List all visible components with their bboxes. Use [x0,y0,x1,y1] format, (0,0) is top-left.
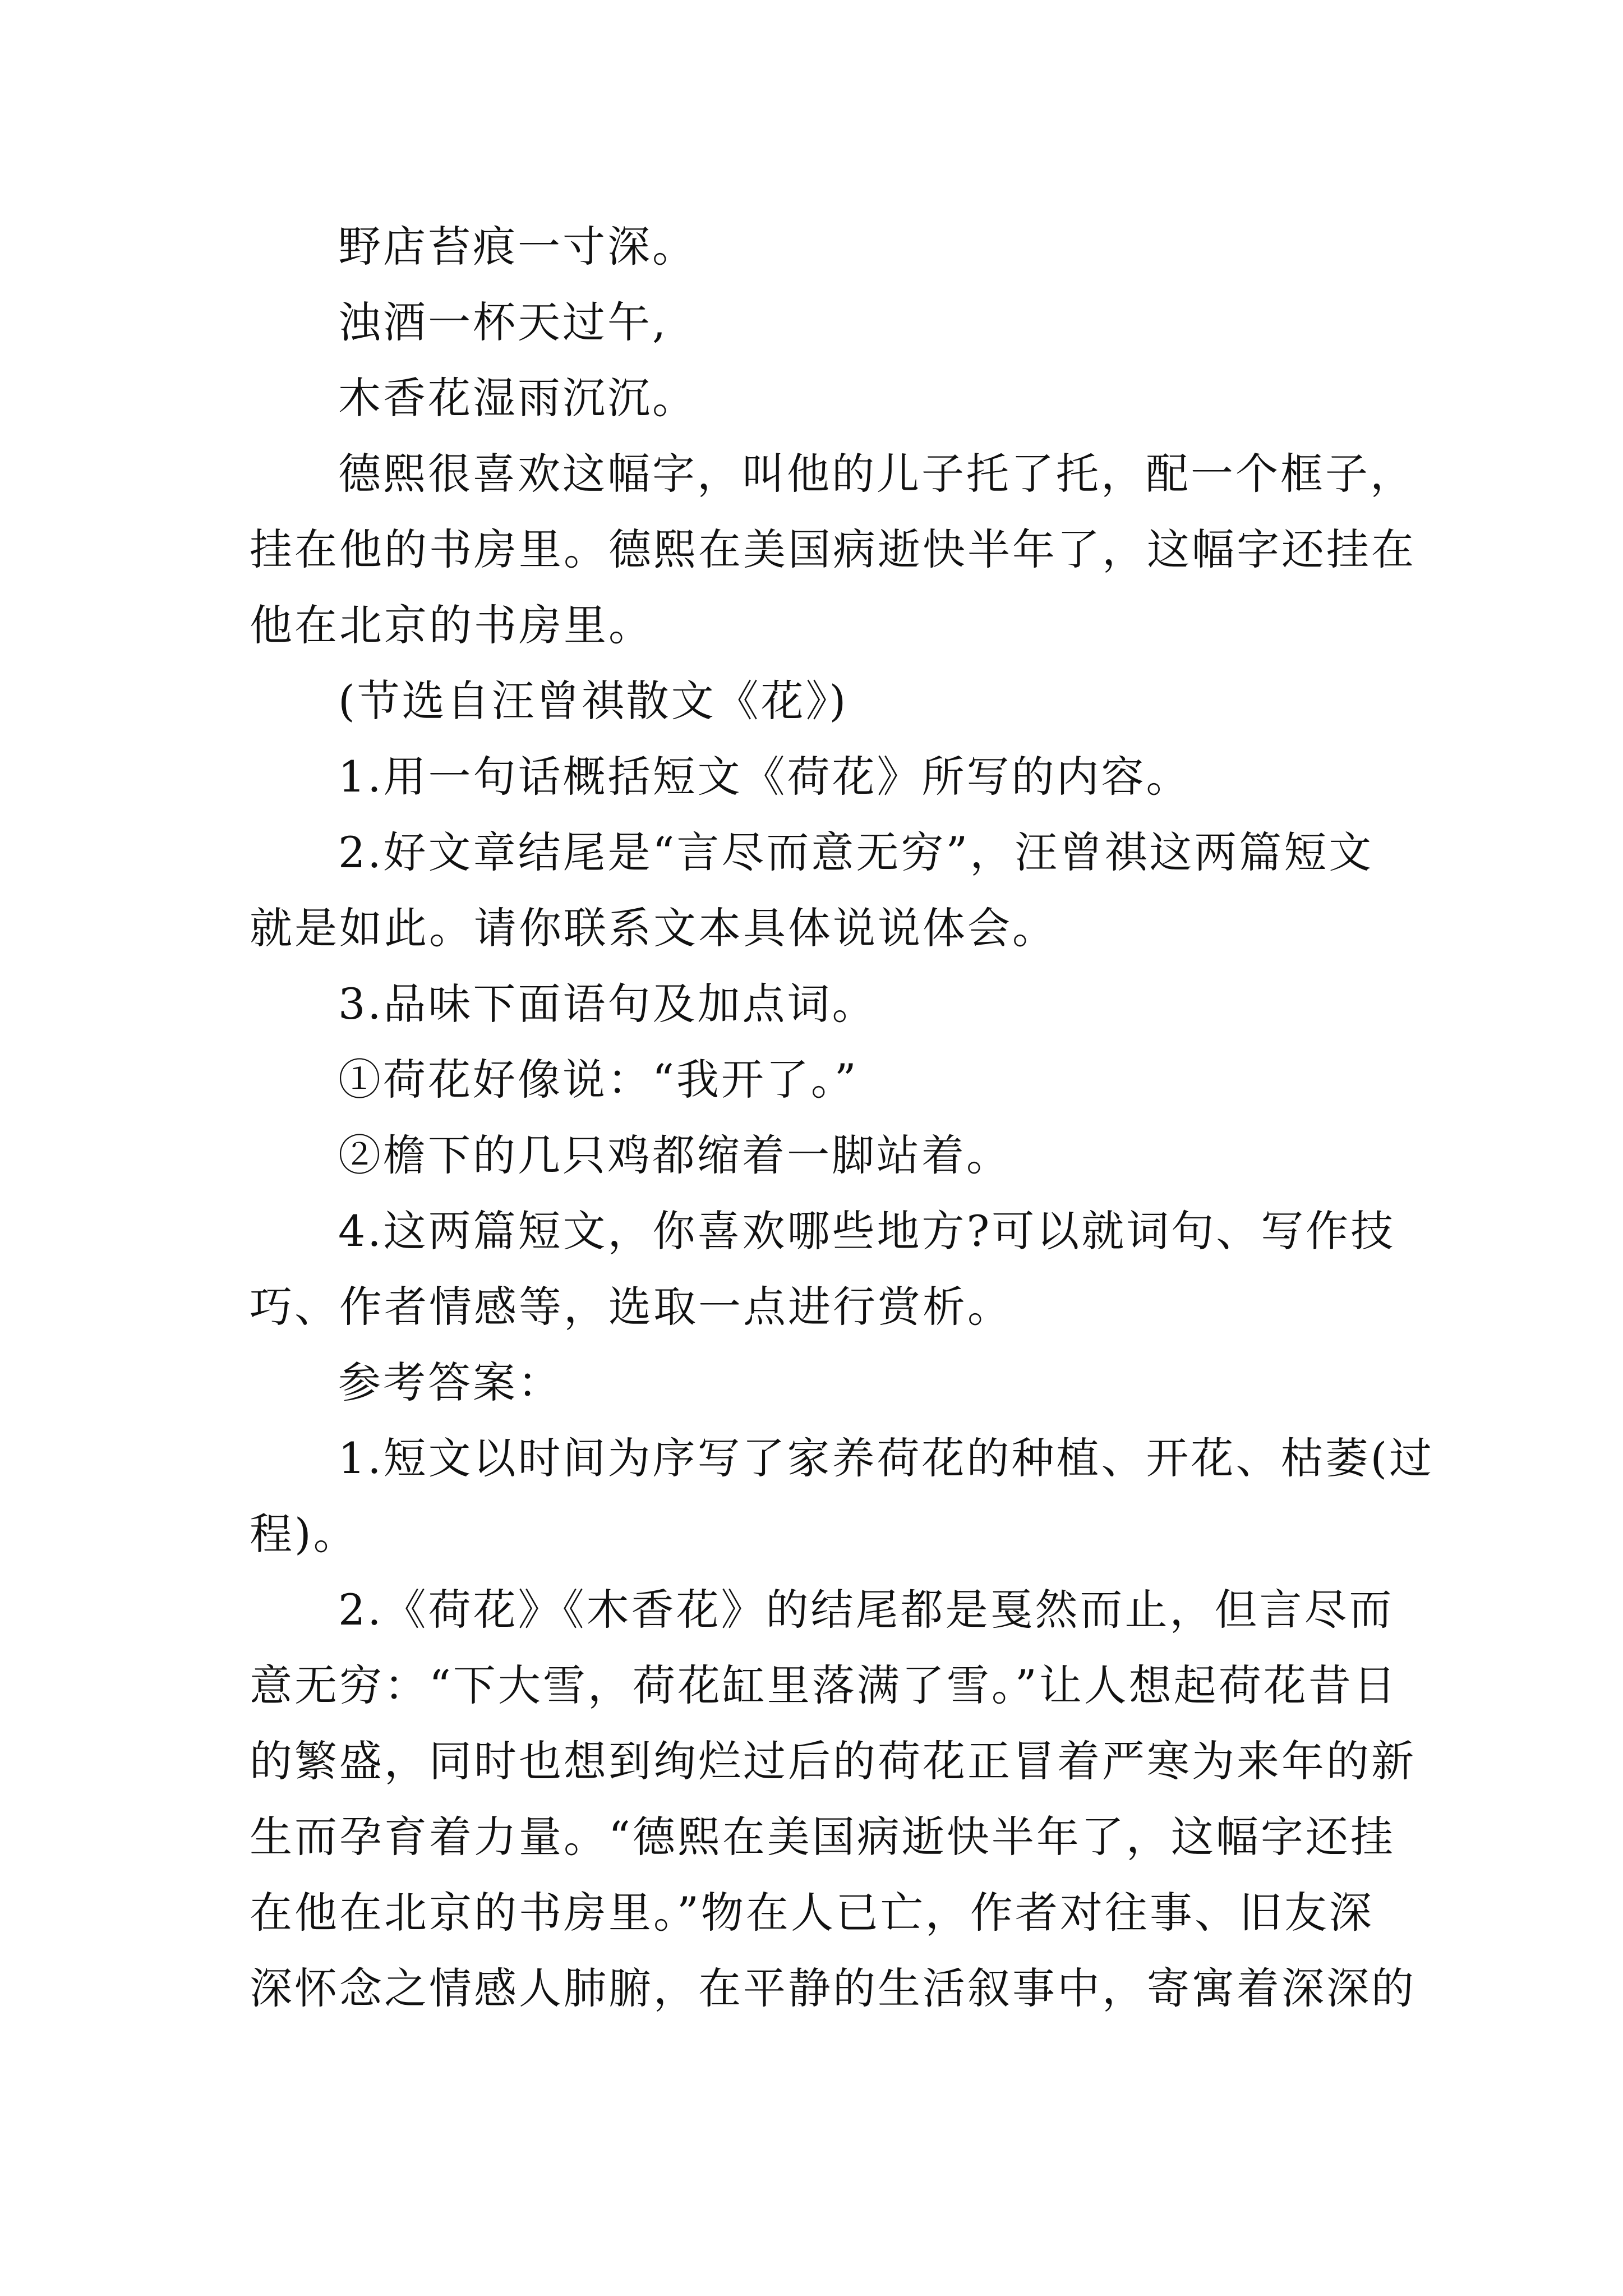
story-line-3: 他在北京的书房里。 [250,600,653,650]
question-3: 3.品味下面语句及加点词。 [338,979,877,1029]
question-3-item-2: ②檐下的几只鸡都缩着一脚站着。 [338,1130,1011,1180]
question-4-line-1: 4.这两篇短文，你喜欢哪些地方?可以就词句、写作技 [338,1206,1396,1256]
source-note: (节选自汪曾祺散文《花》) [338,676,849,726]
answer-1-line-2: 程)。 [250,1509,358,1559]
poem-line-1: 野店苔痕一寸深。 [338,222,697,272]
question-3-item-1: ①荷花好像说：“我开了。” [338,1055,859,1105]
answer-2-line-2: 意无穷：“下大雪，荷花缸里落满了雪。”让人想起荷花昔日 [250,1660,1398,1710]
question-4-line-2: 巧、作者情感等，选取一点进行赏析。 [250,1282,1012,1332]
question-2-line-1: 2.好文章结尾是“言尽而意无穷”，汪曾祺这两篇短文 [338,827,1374,877]
answers-heading: 参考答案： [338,1358,562,1407]
question-1: 1.用一句话概括短文《荷花》所写的内容。 [338,752,1191,802]
answer-2-line-5: 在他在北京的书房里。”物在人已亡，作者对往事、旧友深 [250,1888,1374,1938]
question-2-line-2: 就是如此。请你联系文本具体说说体会。 [250,903,1057,953]
answer-2-line-4: 生而孕育着力量。“德熙在美国病逝快半年了，这幅字还挂 [250,1812,1395,1862]
story-line-2: 挂在他的书房里。德熙在美国病逝快半年了，这幅字还挂在 [250,524,1416,574]
answer-1-line-1: 1.短文以时间为序写了家养荷花的种植、开花、枯萎(过 [338,1433,1435,1483]
story-line-1: 德熙很喜欢这幅字，叫他的儿子托了托，配一个框子， [338,449,1415,499]
answer-2-line-6: 深怀念之情感人肺腑，在平静的生活叙事中，寄寓着深深的 [250,1963,1416,2013]
document-body [250,209,1435,2026]
answer-2-line-3: 的繁盛，同时也想到绚烂过后的荷花正冒着严寒为来年的新 [250,1736,1416,1786]
poem-line-3: 木香花湿雨沉沉。 [338,373,697,423]
poem-line-2: 浊酒一杯天过午, [338,297,668,347]
answer-2-line-1: 2.《荷花》《木香花》的结尾都是戛然而止，但言尽而 [338,1585,1394,1635]
